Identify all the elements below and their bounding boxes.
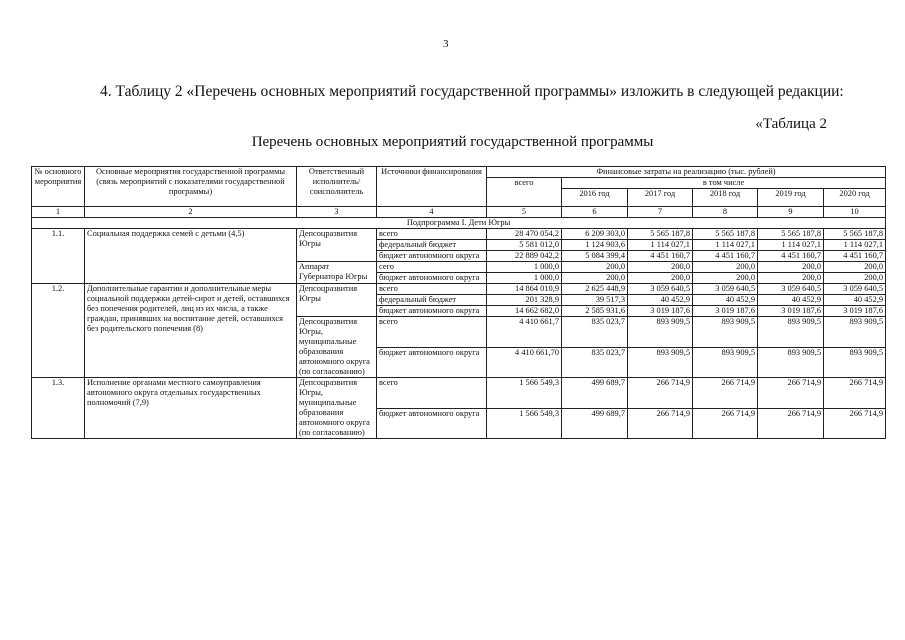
total-value: 1 000,0 — [487, 273, 562, 284]
table-row — [32, 378, 886, 409]
year-value: 200,0 — [628, 262, 693, 273]
year-value: 39 517,3 — [562, 295, 628, 306]
column-index: 10 — [824, 207, 886, 218]
year-value: 200,0 — [824, 262, 886, 273]
page-number: 3 — [443, 38, 449, 50]
column-index: 6 — [562, 207, 628, 218]
year-value: 1 124 903,6 — [562, 240, 628, 251]
funding-source: всего — [377, 284, 487, 295]
year-value: 4 451 160,7 — [824, 251, 886, 262]
year-value: 3 019 187,6 — [693, 306, 758, 317]
column-index: 2 — [85, 207, 297, 218]
subprogram-title: Подпрограмма I. Дети Югры — [32, 218, 886, 229]
funding-source: бюджет автономного округа — [377, 408, 487, 439]
year-value: 1 114 027,1 — [628, 240, 693, 251]
year-value: 835 023,7 — [562, 317, 628, 348]
header-source: Источники финансирования — [377, 167, 487, 207]
column-index: 5 — [487, 207, 562, 218]
year-value: 266 714,9 — [693, 408, 758, 439]
year-value: 200,0 — [824, 273, 886, 284]
year-value: 893 909,5 — [693, 347, 758, 378]
header-executor: Ответственный исполнитель/ соисполнитель — [297, 167, 377, 207]
column-index: 1 — [32, 207, 85, 218]
year-value: 5 084 399,4 — [562, 251, 628, 262]
document-heading: 4. Таблицу 2 «Перечень основных мероприятий государственной программы» изложить в следующей редакции: — [100, 83, 844, 100]
header-year: 2017 год — [628, 189, 693, 207]
row-number: 1.2. — [32, 284, 85, 378]
event-name: Социальная поддержка семей с детьми (4,5) — [85, 229, 297, 284]
funding-source: федеральный бюджет — [377, 295, 487, 306]
row-number: 1.1. — [32, 229, 85, 284]
table-row — [32, 284, 886, 295]
header-num: № основного мероприятия — [32, 167, 85, 207]
year-value: 499 689,7 — [562, 408, 628, 439]
header-event: Основные мероприятия государственной программы (связь мероприятий с показателями государственной программы) — [85, 167, 297, 207]
year-value: 200,0 — [758, 262, 824, 273]
funding-source: сего — [377, 262, 487, 273]
column-index: 7 — [628, 207, 693, 218]
funding-source: федеральный бюджет — [377, 240, 487, 251]
total-value: 28 470 054,2 — [487, 229, 562, 240]
column-index: 3 — [297, 207, 377, 218]
year-value: 40 452,9 — [693, 295, 758, 306]
year-value: 266 714,9 — [758, 378, 824, 409]
total-value: 4 410 661,70 — [487, 347, 562, 378]
year-value: 5 565 187,8 — [824, 229, 886, 240]
event-name: Дополнительные гарантии и дополнительные меры социальной поддержки детей-сирот и детей, оставшихся без попечения родителей, лиц из их числа, а также граждан, принявших на воспитание детей, оставшихся без родительского попечения (8) — [85, 284, 297, 378]
table-reference: «Таблица 2 — [755, 116, 827, 132]
year-value: 200,0 — [628, 273, 693, 284]
year-value: 266 714,9 — [693, 378, 758, 409]
year-value: 893 909,5 — [628, 317, 693, 348]
header-year: 2020 год — [824, 189, 886, 207]
year-value: 200,0 — [758, 273, 824, 284]
header-year: 2016 год — [562, 189, 628, 207]
executor: Депсоцразвития Югры — [297, 284, 377, 317]
year-value: 40 452,9 — [758, 295, 824, 306]
funding-source: всего — [377, 378, 487, 409]
year-value: 3 059 640,5 — [693, 284, 758, 295]
year-value: 266 714,9 — [758, 408, 824, 439]
table-row — [32, 229, 886, 240]
year-value: 3 019 187,6 — [758, 306, 824, 317]
funding-source: бюджет автономного округа — [377, 306, 487, 317]
year-value: 893 909,5 — [758, 347, 824, 378]
year-value: 3 019 187,6 — [824, 306, 886, 317]
year-value: 3 059 640,5 — [628, 284, 693, 295]
year-value: 835 023,7 — [562, 347, 628, 378]
funding-source: бюджет автономного округа — [377, 273, 487, 284]
year-value: 200,0 — [562, 262, 628, 273]
year-value: 40 452,9 — [824, 295, 886, 306]
year-value: 893 909,5 — [758, 317, 824, 348]
year-value: 4 451 160,7 — [628, 251, 693, 262]
year-value: 266 714,9 — [824, 378, 886, 409]
event-name: Исполнение органами местного самоуправления автономного округа отдельных государственных полномочий (7,9) — [85, 378, 297, 439]
year-value: 1 114 027,1 — [758, 240, 824, 251]
year-value: 200,0 — [693, 262, 758, 273]
year-value: 3 019 187,6 — [628, 306, 693, 317]
total-value: 1 000,0 — [487, 262, 562, 273]
year-value: 4 451 160,7 — [758, 251, 824, 262]
column-index: 9 — [758, 207, 824, 218]
year-value: 200,0 — [693, 273, 758, 284]
total-value: 5 581 012,0 — [487, 240, 562, 251]
year-value: 499 689,7 — [562, 378, 628, 409]
total-value: 201 328,9 — [487, 295, 562, 306]
activities-table — [31, 166, 886, 439]
year-value: 2 585 931,6 — [562, 306, 628, 317]
year-value: 1 114 027,1 — [693, 240, 758, 251]
table-title: Перечень основных мероприятий государственной программы — [251, 134, 654, 150]
year-value: 893 909,5 — [628, 347, 693, 378]
year-value: 266 714,9 — [824, 408, 886, 439]
funding-source: всего — [377, 229, 487, 240]
executor: Депсоцразвития Югры, муниципальные образования автономного округа (по согласованию) — [297, 378, 377, 439]
year-value: 893 909,5 — [693, 317, 758, 348]
header-year: 2018 год — [693, 189, 758, 207]
total-value: 1 566 549,3 — [487, 378, 562, 409]
year-value: 200,0 — [562, 273, 628, 284]
year-value: 40 452,9 — [628, 295, 693, 306]
header-including: в том числе — [562, 178, 886, 189]
header-financing: Финансовые затраты на реализацию (тыс. рублей) — [487, 167, 886, 178]
year-value: 3 059 640,5 — [758, 284, 824, 295]
year-value: 2 625 448,9 — [562, 284, 628, 295]
executor: Депсоцразвития Югры — [297, 229, 377, 262]
funding-source: бюджет автономного округа — [377, 251, 487, 262]
executor: Депсоцразвития Югры, муниципальные образования автономного округа (по согласованию) — [297, 317, 377, 378]
row-number: 1.3. — [32, 378, 85, 439]
total-value: 22 889 042,2 — [487, 251, 562, 262]
year-value: 6 209 303,0 — [562, 229, 628, 240]
header-total: всего — [487, 178, 562, 207]
header-year: 2019 год — [758, 189, 824, 207]
total-value: 14 662 682,0 — [487, 306, 562, 317]
year-value: 266 714,9 — [628, 408, 693, 439]
year-value: 4 451 160,7 — [693, 251, 758, 262]
year-value: 893 909,5 — [824, 317, 886, 348]
year-value: 893 909,5 — [824, 347, 886, 378]
funding-source: всего — [377, 317, 487, 348]
year-value: 1 114 027,1 — [824, 240, 886, 251]
total-value: 1 566 549,3 — [487, 408, 562, 439]
total-value: 14 864 010,9 — [487, 284, 562, 295]
year-value: 5 565 187,8 — [758, 229, 824, 240]
column-index: 4 — [377, 207, 487, 218]
column-index: 8 — [693, 207, 758, 218]
year-value: 5 565 187,8 — [693, 229, 758, 240]
funding-source: бюджет автономного округа — [377, 347, 487, 378]
executor: Аппарат Губернатора Югры — [297, 262, 377, 284]
year-value: 5 565 187,8 — [628, 229, 693, 240]
year-value: 3 059 640,5 — [824, 284, 886, 295]
total-value: 4 410 661,7 — [487, 317, 562, 348]
year-value: 266 714,9 — [628, 378, 693, 409]
